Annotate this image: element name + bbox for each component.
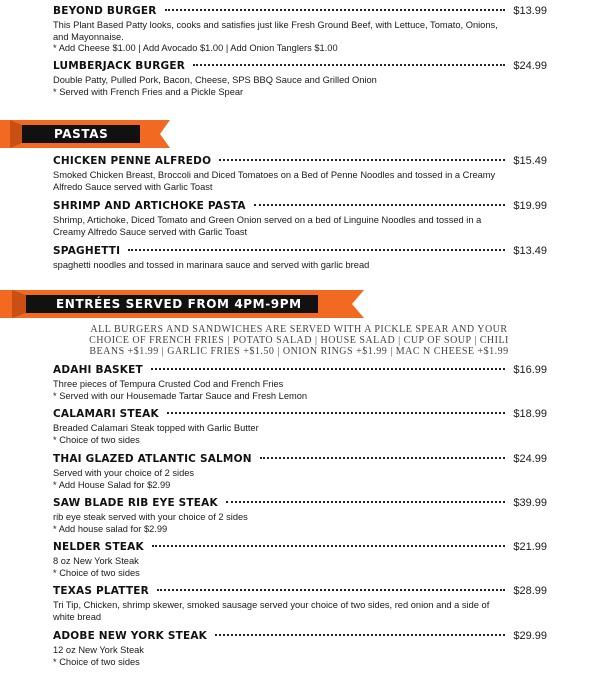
desc-line: Breaded Calamari Steak topped with Garlic Butter [53, 423, 259, 433]
item-price: $15.49 [513, 155, 547, 167]
item-price: $18.99 [513, 408, 547, 420]
desc-line: * Add house salad for $2.99 [53, 523, 168, 534]
dot-leader [128, 249, 505, 251]
menu-item [53, 60, 547, 98]
dot-leader [152, 545, 506, 547]
dot-leader [254, 204, 506, 206]
menu-item [53, 5, 547, 55]
item-price: $24.99 [513, 60, 547, 72]
item-name: TEXAS PLATTER [53, 585, 149, 597]
item-price: $16.99 [513, 364, 547, 376]
item-name: SAW BLADE RIB EYE STEAK [53, 497, 218, 509]
menu-item [53, 408, 547, 446]
menu-item [53, 585, 547, 623]
desc-line: Three pieces of Tempura Crusted Cod and French Fries [53, 379, 284, 389]
desc-line: * Add Cheese $1.00 | Add Avocado $1.00 | Add Onion Tanglers $1.00 [53, 43, 338, 53]
item-price: $28.99 [513, 585, 547, 597]
item-description [53, 75, 547, 98]
dot-leader [167, 412, 506, 414]
item-description [53, 215, 547, 238]
item-name: BEYOND BURGER [53, 5, 157, 17]
menu-item [53, 541, 547, 579]
desc-line: Alfredo Sauce served with Garlic Toast [53, 181, 213, 192]
item-description [53, 170, 547, 193]
item-price: $39.99 [513, 497, 547, 509]
dot-leader [219, 159, 505, 161]
item-price: $13.99 [513, 5, 547, 17]
desc-line: white bread [53, 611, 102, 622]
notice-line: CHOICE OF FRENCH FRIES | POTATO SALAD | HOUSE SALAD | CUP OF SOUP | CHILI [89, 335, 509, 346]
dot-leader [193, 64, 505, 66]
desc-line: Served with your choice of 2 sides [53, 468, 195, 478]
item-name: THAI GLAZED ATLANTIC SALMON [53, 453, 252, 465]
item-name: LUMBERJACK BURGER [53, 60, 185, 72]
item-description [53, 512, 547, 535]
notice-line: ALL BURGERS AND SANDWICHES ARE SERVED WITH A PICKLE SPEAR AND YOUR [90, 324, 508, 335]
desc-line: Double Patty, Pulled Pork, Bacon, Cheese, SPS BBQ Sauce and Grilled Onion [53, 75, 377, 85]
item-name: SPAGHETTI [53, 245, 121, 257]
desc-line: * Choice of two sides [53, 656, 140, 667]
section-banner-pastas [0, 119, 175, 149]
item-name: ADAHI BASKET [53, 364, 143, 376]
item-description [53, 423, 547, 446]
item-price: $19.99 [513, 200, 547, 212]
menu-item [53, 245, 547, 272]
desc-line: Shrimp, Artichoke, Diced Tomato and Green Onion served on a bed of Linguine Noodles and tossed in a [53, 215, 482, 225]
item-name: NELDER STEAK [53, 541, 144, 553]
dot-leader [165, 9, 506, 11]
item-price: $13.49 [513, 245, 547, 257]
desc-line: This Plant Based Patty looks, cooks and satisfies just like Fresh Ground Beef, with Lettuce, Tomato, Onions, [53, 20, 498, 30]
desc-line: rib eye steak served with your choice of 2 sides [53, 512, 248, 522]
menu-item [53, 155, 547, 193]
item-price: $24.99 [513, 453, 547, 465]
item-name: CALAMARI STEAK [53, 408, 159, 420]
dot-leader [215, 634, 505, 636]
item-description [53, 379, 547, 402]
desc-line: * Served with our Housemade Tartar Sauce and Fresh Lemon [53, 390, 308, 401]
section-banner-entrees [0, 289, 370, 319]
notice-line: BEANS +$1.99 | GARLIC FRIES +$1.50 | ONION RINGS +$1.99 | MAC N CHEESE +$1.99 [89, 346, 509, 357]
item-description [53, 600, 547, 623]
menu-item [53, 200, 547, 238]
desc-line: Smoked Chicken Breast, Broccoli and Diced Tomatoes on a Bed of Penne Noodles and tossed in a Creamy [53, 170, 496, 180]
item-description [53, 645, 547, 668]
item-description [53, 260, 547, 272]
item-name: ADOBE NEW YORK STEAK [53, 630, 207, 642]
desc-line: * Add House Salad for $2.99 [53, 479, 171, 490]
desc-line: * Choice of two sides [53, 567, 140, 578]
menu-item [53, 630, 547, 668]
dot-leader [226, 501, 506, 503]
desc-line: Tri Tip, Chicken, shrimp skewer, smoked sausage served your choice of two sides, red onion and a side of [53, 600, 490, 610]
desc-line: 8 oz New York Steak [53, 556, 139, 566]
item-description [53, 20, 547, 55]
desc-line: 12 oz New York Steak [53, 645, 144, 655]
section-title: ENTRÉES SERVED FROM 4PM-9PM [56, 297, 302, 311]
item-price: $29.99 [513, 630, 547, 642]
sides-notice [56, 324, 542, 357]
desc-line: Creamy Alfredo Sauce served with Garlic Toast [53, 226, 248, 237]
dot-leader [151, 368, 505, 370]
item-name: SHRIMP AND ARTICHOKE PASTA [53, 200, 246, 212]
menu-item [53, 497, 547, 535]
item-price: $21.99 [513, 541, 547, 553]
desc-line: * Choice of two sides [53, 434, 140, 445]
dot-leader [157, 589, 505, 591]
item-name: CHICKEN PENNE ALFREDO [53, 155, 212, 167]
desc-line: spaghetti noodles and tossed in marinara sauce and served with garlic bread [53, 260, 370, 270]
item-description [53, 468, 547, 491]
section-title: PASTAS [54, 127, 109, 141]
menu-item [53, 453, 547, 491]
desc-line: * Served with French Fries and a Pickle Spear [53, 86, 244, 97]
item-description [53, 556, 547, 579]
dot-leader [260, 457, 506, 459]
menu-item [53, 364, 547, 402]
desc-line: and Mayonnaise. [53, 31, 124, 42]
